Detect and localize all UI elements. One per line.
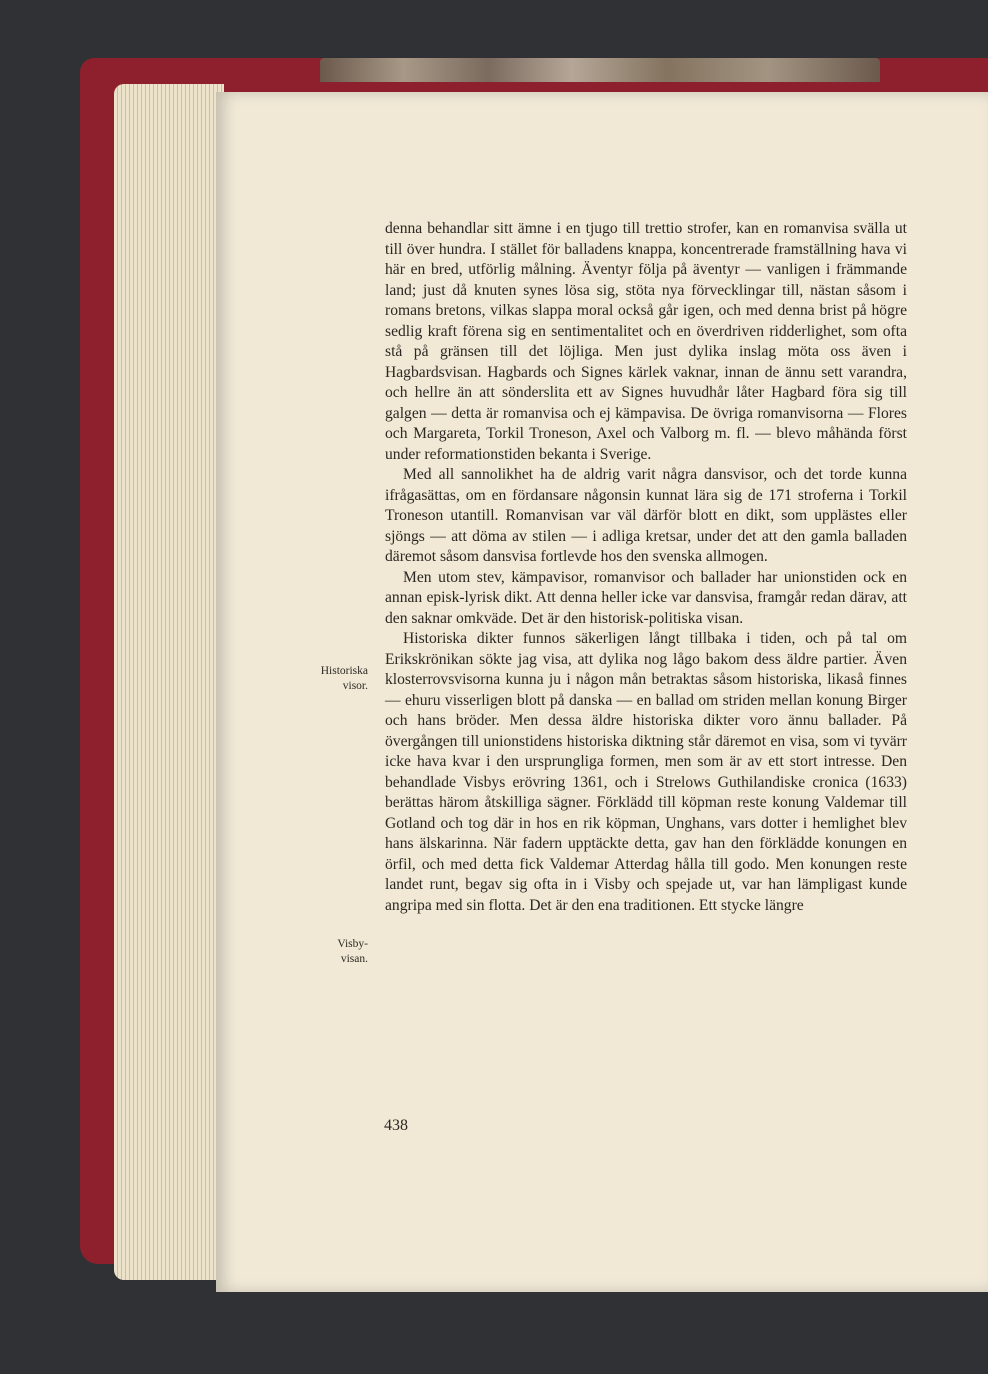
margin-note-line: Visby-: [337, 938, 368, 950]
body-text: [385, 219, 907, 916]
paragraph-1: denna behandlar sitt ämne i en tjugo till trettio strofer, kan en romanvisa svälla ut till över hundra. I stället för balladens knappa, koncentrerade framställning hava vi här en bred, utförlig målning. Äventyr följa på äventyr — vanligen i främmande land; just då knuten synes lösa sig, stöta nya förvecklingar till, nästan såsom i romans bretons, vilkas slappa moral också går igen, och med denna brist på högre sedlig kraft förena sig en sentimentalitet och en överdriven ridderlighet, som ofta stå på gränsen till det löjliga. Men just dylika inslag möta oss även i Hagbardsvisan. Hagbards och Signes kärlek vaknar, innan de ännu sett varandra, och hellre än att sönderslita ett av Signes huvudhår låter Hagbard föra sig till galgen — detta är romanvisa och ej kämpavisa. De övriga romanvisorna — Flores och Margareta, Torkil Troneson, Axel och Valborg m. fl. — blevo måhända först under reformationstiden bekanta i Sverige.: [385, 220, 907, 463]
margin-note-visby: [300, 937, 368, 967]
paragraph-3: Men utom stev, kämpavisor, romanvisor och ballader har unionstiden ock en annan episk-lyrisk dikt. Att denna heller icke var dansvisa, framgår redan därav, att den saknar omkväde. Det är den historisk-politiska visan.: [385, 568, 907, 627]
margin-note-line: visan.: [340, 953, 368, 965]
paragraph-4: Historiska dikter funnos säkerligen långt tillbaka i tiden, och på tal om Erikskrönikan sökte jag visa, att dylika nog lågo bakom dess äldre partier. Även klosterrovsvisorna kunna ju i någon mån betraktas såsom historiska, likaså finnes — ehuru visserligen blott på danska — en ballad om striden mellan konung Birger och hans bröder. Men dessa äldre historiska dikter voro ännu ballader. På övergången till unionstidens historiska diktning står däremot en visa, som vi tyvärr icke hava kvar i den ursprungliga formen, men som är av ett stort intresse. Den behandlade Visbys erövring 1361, och i Strelows Guthilandiske cronica (1633) berättas härom åtskilliga sägner. Förklädd till köpman reste konung Valdemar till Gotland och tog där in hos en rik köpman, Unghans, vars dotter i hemlighet blev hans älskarinna. När fadern upptäckte detta, gav han den förklädde konungen en örfil, och med detta fick Valdemar Atterdag hålla till godo. Men konungen reste landet runt, begav sig ofta in i Visby och spejade ut, var han lämpligast kunde angripa med sin flotta. Det är den ena traditionen. Ett stycke längre: [385, 630, 907, 914]
page-number: 438: [384, 1117, 408, 1134]
page-edges: [114, 84, 224, 1280]
paragraph-2: Med all sannolikhet ha de aldrig varit några dansvisor, och det torde kunna ifrågasättas, om en fördansare någonsin kunnat lära sig de 171 stroferna i Torkil Troneson utantill. Romanvisan var väl därför blott en dikt, som upplästes eller sjöngs — att döma av stilen — i adliga kretsar, under det att den gamla balladen däremot såsom dansvisa fortlevde hos den svenska allmogen.: [385, 466, 907, 565]
marbled-endpaper: [320, 58, 880, 82]
margin-note-line: Historiska: [320, 665, 368, 677]
margin-note-line: visor.: [342, 680, 368, 692]
margin-note-historiska: [300, 664, 368, 694]
